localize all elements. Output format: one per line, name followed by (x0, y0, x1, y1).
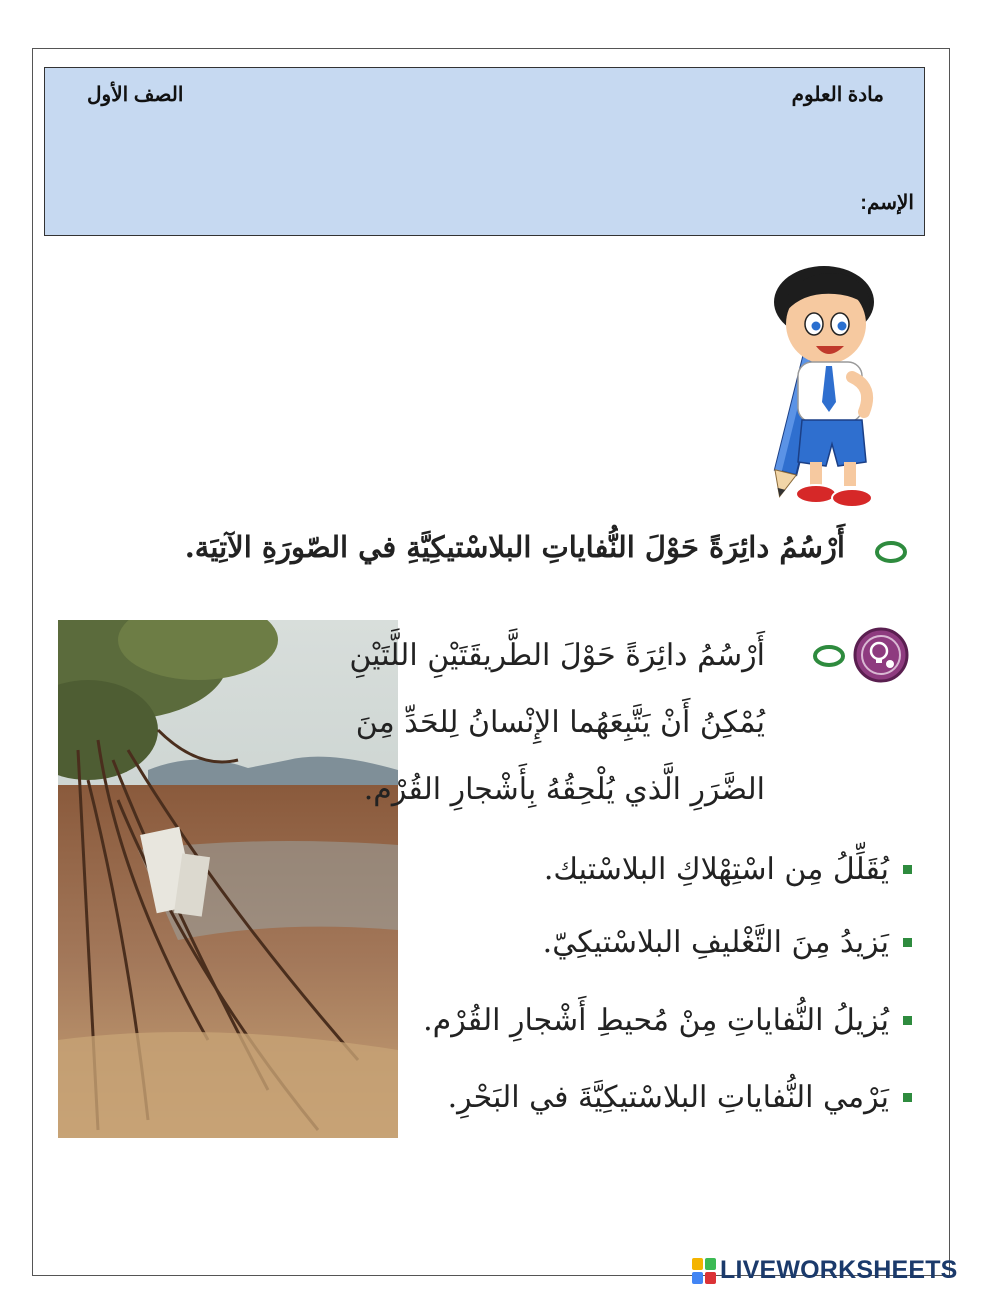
brand-name: LIVEWORKSHEETS (720, 1256, 958, 1284)
answer-option[interactable] (543, 925, 912, 960)
mangrove-photo[interactable] (58, 620, 398, 1138)
liveworksheets-icon (692, 1258, 716, 1284)
answer-option[interactable] (544, 852, 912, 887)
answer-option-text: يَزيدُ مِنَ التَّغْليفِ البلاسْتيكِيّ. (542, 925, 889, 960)
green-circle-icon (874, 540, 908, 564)
answer-option-text: يُقَلِّلُ مِن اسْتِهْلاكِ البلاسْتيك. (543, 852, 889, 887)
answer-option-text: يُزيلُ النُّفاياتِ مِنْ مُحيطِ أَشْجارِ القُرْم. (423, 1003, 889, 1038)
bullet-icon (903, 938, 912, 947)
name-label: الإسم: (860, 192, 914, 214)
task2-instruction-line: أَرْسُمُ دائِرَةً حَوْلَ الطَّريقَتَيْنِ اللَّتَيْنِ (349, 638, 765, 673)
task2-instruction-line: الضَّرَرِ الَّذي يُلْحِقُهُ بِأَشْجارِ القُرْم. (363, 772, 765, 807)
bullet-icon (903, 865, 912, 874)
bullet-icon (903, 1093, 912, 1102)
grade-label: الصف الأول (87, 84, 184, 106)
bullet-icon (903, 1016, 912, 1025)
task1-instruction: أَرْسُمُ دائِرَةً حَوْلَ النُّفاياتِ البلاسْتيكِيَّةِ في الصّورَةِ الآتِيَة. (184, 530, 845, 564)
subject-label: مادة العلوم (791, 84, 884, 106)
answer-option[interactable] (448, 1080, 912, 1115)
answer-option-text: يَرْمي النُّفاياتِ البلاسْتيكِيَّةَ في البَحْرِ. (447, 1080, 889, 1115)
boy-with-pencil-illustration (762, 262, 882, 512)
task2-instruction-line: يُمْكِنُ أَنْ يَتَّبِعَهُما الإِنْسانُ لِلحَدِّ مِنَ (355, 705, 765, 740)
green-circle-icon (812, 644, 846, 668)
answer-option[interactable] (423, 1003, 912, 1038)
liveworksheets-logo[interactable] (692, 1256, 958, 1285)
header-box (44, 67, 925, 236)
thinking-badge-icon (852, 626, 910, 684)
